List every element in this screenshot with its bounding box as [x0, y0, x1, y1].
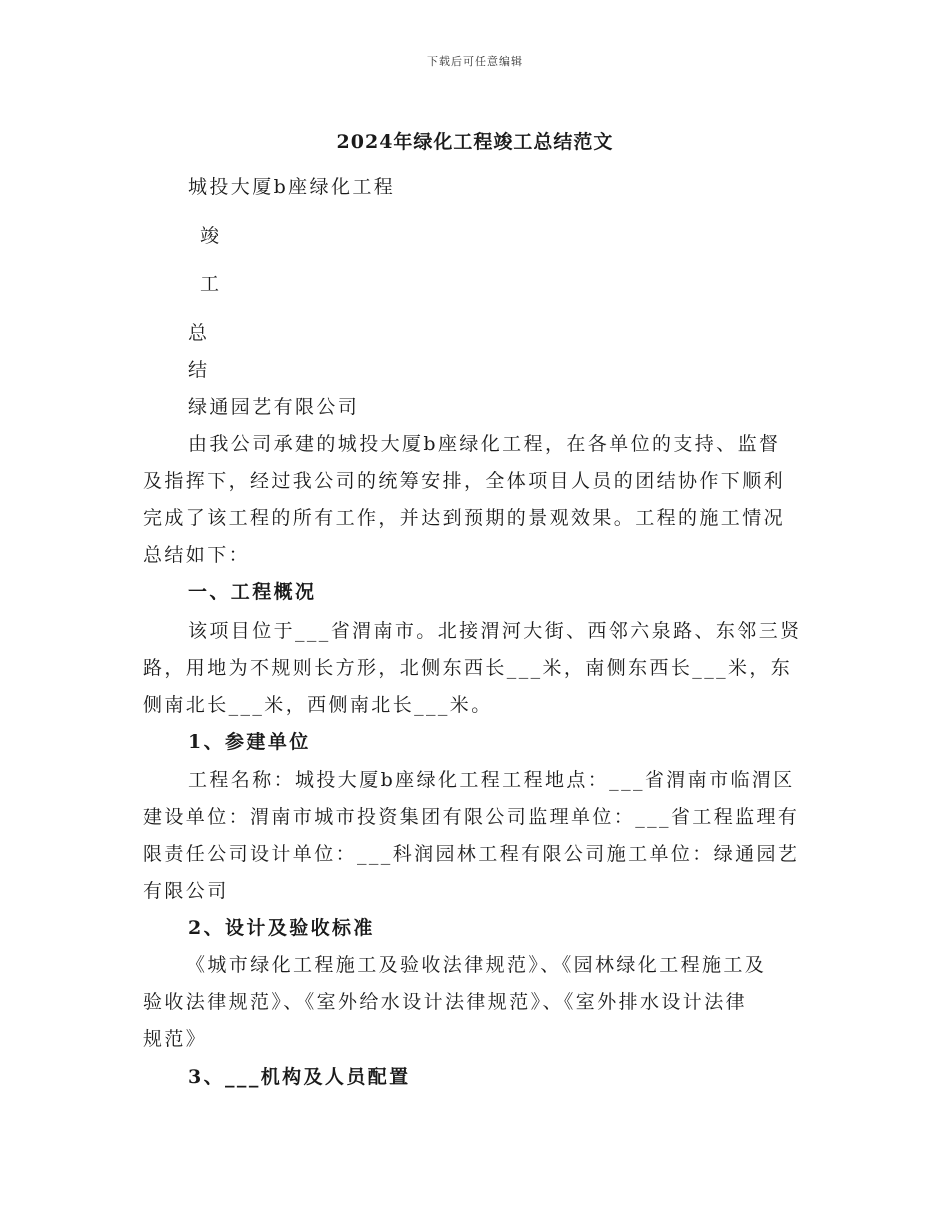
overview-line: 侧南北长___米，西侧南北长___米。	[143, 694, 493, 716]
intro-line: 及指挥下，经过我公司的统筹安排，全体项目人员的团结协作下顺利	[143, 470, 786, 492]
participants-line: 限责任公司设计单位：___科润园林工程有限公司施工单位：绿通园艺	[143, 843, 800, 865]
intro-line: 由我公司承建的城投大厦b座绿化工程，在各单位的支持、监督	[188, 433, 781, 455]
cover-char-jun: 竣	[200, 225, 222, 247]
cover-char-jie: 结	[188, 359, 210, 381]
header-note: 下载后可任意编辑	[427, 55, 523, 68]
intro-line: 完成了该工程的所有工作，并达到预期的景观效果。工程的施工情况	[143, 507, 786, 529]
cover-company: 绿通园艺有限公司	[188, 396, 360, 418]
cover-char-zong: 总	[188, 322, 210, 344]
cover-project-name: 城投大厦b座绿化工程	[188, 176, 396, 198]
section-heading-standards: 2、设计及验收标准	[188, 917, 375, 939]
participants-line: 工程名称：城投大厦b座绿化工程工程地点：___省渭南市临渭区	[188, 769, 795, 791]
section-heading-participants: 1、参建单位	[188, 731, 311, 753]
intro-line: 总结如下：	[143, 544, 251, 566]
section-heading-organization: 3、___机构及人员配置	[188, 1066, 411, 1088]
standards-line: 《城市绿化工程施工及验收法律规范》、《园林绿化工程施工及	[186, 954, 767, 976]
standards-line: 验收法律规范》、《室外给水设计法律规范》、《室外排水设计法律	[143, 991, 748, 1013]
participants-line: 有限公司	[143, 880, 229, 902]
overview-line: 路，用地为不规则长方形，北侧东西长___米，南侧东西长___米，东	[143, 657, 793, 679]
participants-line: 建设单位：渭南市城市投资集团有限公司监理单位：___省工程监理有	[143, 806, 800, 828]
document-title: 2024年绿化工程竣工总结范文	[336, 131, 614, 153]
standards-line: 规范》	[143, 1028, 208, 1050]
cover-char-gong: 工	[200, 273, 222, 295]
section-heading-overview: 一、工程概况	[188, 581, 317, 603]
overview-line: 该项目位于___省渭南市。北接渭河大街、西邻六泉路、东邻三贤	[188, 620, 802, 642]
